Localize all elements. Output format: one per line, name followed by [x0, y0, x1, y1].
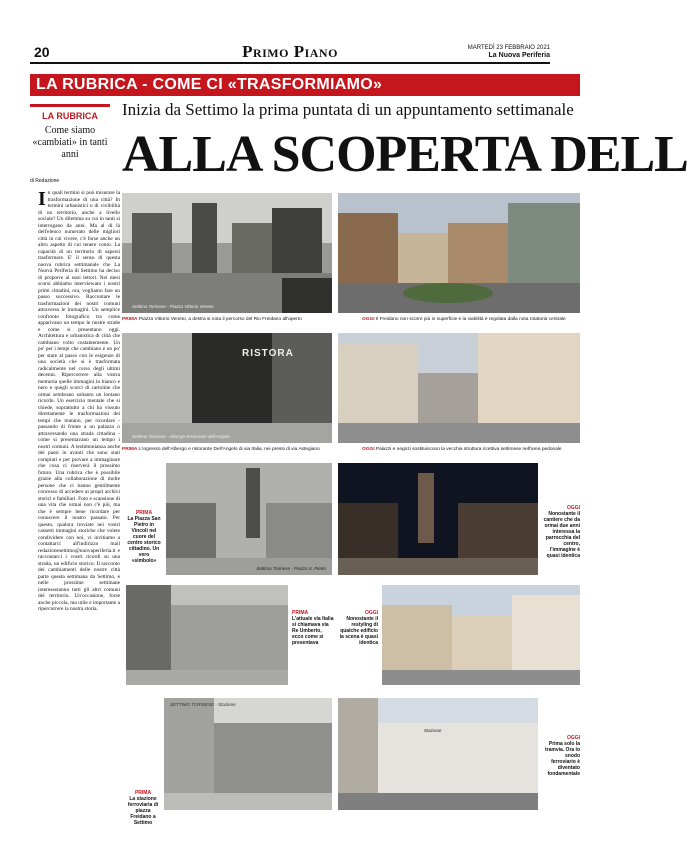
edition-brand: La Nuova Periferia: [488, 52, 550, 59]
caption-text: L'ingresso dell'Albergo e ristorante Dell'Angelo di via Italia, nei pressi di via Astegiano: [138, 447, 320, 452]
subheadline: Inizia da Settimo la prima puntata di un appuntamento settimanale: [122, 100, 574, 119]
banner-text: LA RUBRICA - COME CI «TRASFORMIAMO»: [36, 76, 383, 93]
photo-credit: SETTIMO TORINESE - Stazione: [170, 702, 236, 707]
caption-prima-row3: [126, 510, 162, 564]
section-title: Primo Piano: [242, 42, 338, 61]
photo-credit: Settimo Torinese - Piazza S. Pietro: [256, 566, 326, 571]
caption-tag: PRIMA: [122, 447, 138, 452]
photo-prima-piazza-san-pietro: [166, 463, 332, 575]
photo-prima-albergo-angelo: [122, 333, 332, 443]
caption-text: Nonostante il cantiere che da ormai due anni interessa la parrocchia del centro, l'immagine è quasi identica: [543, 511, 580, 559]
caption-text: La Piazza San Pietro in Vincoli nel cuore del centro storico cittadino. Un vero «simbolo»: [127, 516, 161, 564]
caption-text: Piazza Vittorio Veneto, a destra si nota il percorso del Rio Freidano all'aperto: [138, 317, 302, 322]
photo-credit: Settimo Torinese - Piazza Vittorio Veneto: [132, 304, 214, 309]
photo-oggi-via-italia: [382, 585, 580, 685]
caption-text: Il Freidano non scorre più in superficie e la viabilità è regolata dalla nota rotatoria centrale: [375, 317, 566, 322]
photo-oggi-piazza-san-pietro: [338, 463, 538, 575]
sign-text: RISTORA: [242, 348, 294, 359]
headline: ALLA SCOPERTA DELL: [122, 126, 688, 183]
caption-oggi-row5: [541, 735, 580, 777]
edition-date: MARTEDÌ 23 FEBBRAIO 2021: [467, 45, 550, 51]
rubrica-box: [30, 104, 110, 184]
caption-text: L'attuale via Italia si chiamava via Re Umberto, ecco come si presentava: [292, 616, 334, 646]
rubrica-title: Come siamo «cambiati» in tanti anni: [32, 125, 108, 160]
caption-text: Prima solo la tramvia. Ora lo snodo ferroviario è diventato fondamentale: [544, 741, 580, 777]
photo-prima-via-re-umberto: [126, 585, 288, 685]
photo-oggi-stazione: [338, 698, 538, 810]
photo-oggi-area-pedonale: [338, 333, 580, 443]
article-text: n quali termini si può misurare la trasformazione di una città? In termini urbanistici o di vivibilità di un territorio, anche a livello sociale? Un dilemma su cui in tanti si interrogano da anni. Ma al di là dell'elenco numerato delle migliori città in cui vivere, c'è forse anche un altro aspetto di cui tenere conto. La capacità di un territorio di sapersi trasformare. E' il senso di questa nuova rubrica settimanale che La Nuova Periferia di Settimo ha deciso di proporre ai suoi lettori. Nei mesi scorsi abbiamo interviewato i nostri primi cittadini, ora, vogliamo fare un passo successivo. Raccontare le trasformazioni dei nostri comuni attraverso le immagini. Un semplice confronto fotografico tra come apparivano un tempo le nostre strade e come si presentano oggi. Architettura e urbanistica di città che cambiano volto costantemente. Un po' per i tempi che cambiano e un po' per stare al passo con le esigenze di una società che si è trasformata radicalmente nel corso degli ultimi decenni. Ripercorrere alla vostra memoria quelle immagini in bianco e nero e quegli scorci di cartoline che ormai sembrano soltanto un lontano ricordo. Un esercizio mentale che si chiede, soprattutto a chi ha vissuto direttamente le trasformazioni dei tempi che mutano, per ricordare - passando di fronte a un palazzo o attraversando una strada cittadina - come si presentavano un tempo i nostri comuni. A testimonianza anche dei passi in avanti che sono stati compiuti e per provare a immaginare che cosa ci riserverà il prossimo futuro. Una rubrica che è possibile grazie alla collaborazione di molte persone che ci hanno gentilmente concesso di accedere ai propri archivi storici e familiari. Foto e scansione di una vita che ormai non c'è più, ma che è sempre bene ricordare per conoscere il nostro passato. Per questo, qualora troviate nei vostri cassetti immagini storiche che volete condividere con noi, vi invitiamo a contattarci all'indirizzo mail redazionesettimo@nuovaperiferia.it e raccontarci i vostri ricordi su una strada, un edificio storico. Il racconto dei cambiamenti delle nostre città parte questa settimana da Settimo, e nelle prossime settimane interesseranno tutti gli altri comuni del territorio. Un'occasione, forse anche piccola, ma utile e importante a ripercorrere la nostra storia.: [38, 190, 120, 612]
photo-prima-stazione: [164, 698, 332, 810]
caption-prima-row2: [122, 447, 332, 453]
caption-text: Palazzi e negozi sostituiscono la vecchia struttura ricettiva settimese nell'area pedonale: [375, 447, 562, 452]
caption-oggi-row2: [362, 447, 580, 453]
station-sign: Stazione: [424, 728, 442, 733]
dropcap: I: [38, 188, 46, 210]
byline: di Redazione: [30, 178, 60, 184]
photo-prima-piazza-vittorio-veneto: [122, 193, 332, 313]
photo-credit: Settimo Torinese - Albergo Ristorante dell'Angelo: [132, 434, 230, 439]
caption-text: Nonostante il restyling di qualche edificio la scena è quasi identica: [339, 616, 378, 646]
caption-tag: OGGI: [362, 447, 375, 452]
caption-tag: PRIMA: [122, 317, 138, 322]
caption-prima-row1: [122, 317, 332, 323]
article-body: [38, 190, 120, 820]
caption-tag: PRIMA: [292, 610, 309, 616]
caption-tag: OGGI: [364, 610, 378, 616]
caption-text: La stazione ferroviaria di piazza Freidano a Settimo: [127, 796, 159, 826]
caption-prima-row4: [292, 610, 334, 646]
edition-info: [468, 44, 550, 60]
caption-oggi-row4: [338, 610, 378, 646]
caption-oggi-row1: [362, 317, 580, 323]
caption-oggi-row3: [541, 505, 580, 559]
rubrica-label: LA RUBRICA: [42, 111, 98, 121]
caption-tag: PRIMA: [134, 790, 152, 796]
caption-tag: OGGI: [362, 317, 375, 322]
page-header: [0, 0, 580, 70]
caption-tag: OGGI: [566, 505, 580, 511]
caption-tag: OGGI: [566, 735, 580, 741]
header-rule: [30, 62, 550, 64]
page-number: 20: [34, 44, 50, 60]
caption-prima-row5: [126, 790, 160, 826]
caption-tag: PRIMA: [135, 510, 153, 516]
photo-oggi-piazza-vittorio-veneto: [338, 193, 580, 313]
section-banner: [30, 74, 580, 96]
